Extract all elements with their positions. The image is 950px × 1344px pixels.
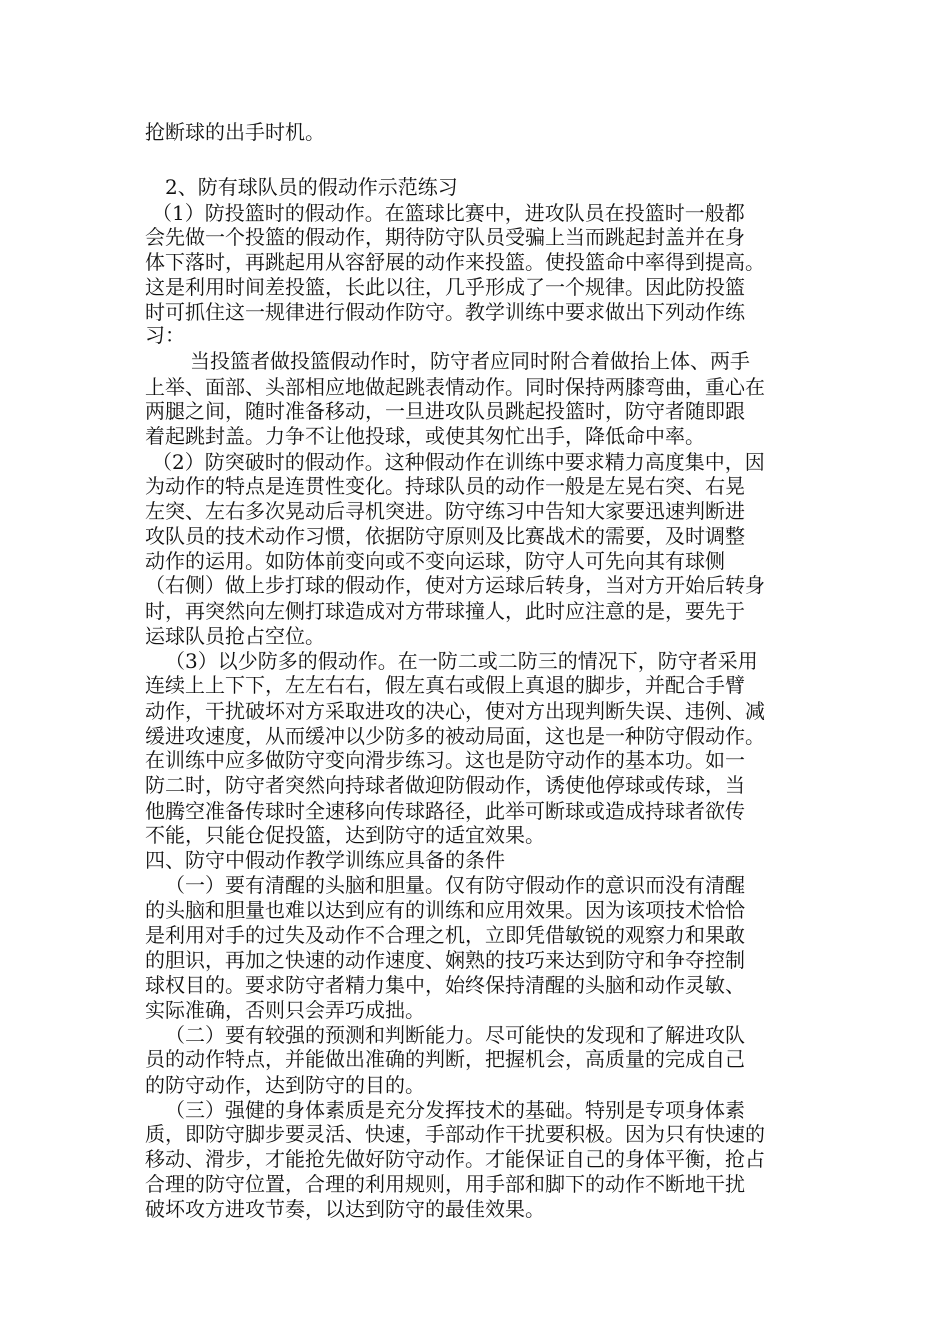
text-line: 质，即防守脚步要灵活、快速，手部动作干扰要积极。因为只有快速的: [145, 1122, 765, 1146]
text-line: 上举、面部、头部相应地做起跳表情动作。同时保持两膝弯曲，重心在: [145, 375, 765, 399]
text-line: 在训练中应多做防守变向滑步练习。这也是防守动作的基本功。如一: [145, 748, 745, 772]
text-line: 习：: [145, 323, 185, 347]
text-line: 当投篮者做投篮假动作时，防守者应同时附合着做抬上体、两手: [190, 349, 750, 373]
text-line: 连续上上下下，左左右右，假左真右或假上真退的脚步，并配合手臂: [145, 673, 745, 697]
text-line: 是利用对手的过失及动作不合理之机，立即凭借敏锐的观察力和果敢: [145, 923, 745, 947]
text-line: 的胆识，再加之快速的动作速度、娴熟的技巧来达到防守和争夺控制: [145, 948, 745, 972]
text-line: 抢断球的出手时机。: [145, 120, 325, 144]
text-line: 不能，只能仓促投篮，达到防守的适宜效果。: [145, 823, 545, 847]
text-line: （3）以少防多的假动作。在一防二或二防三的情况下，防守者采用: [165, 649, 758, 673]
text-line: 球权目的。要求防守者精力集中，始终保持清醒的头脑和动作灵敏、: [145, 973, 745, 997]
text-line: 防二时，防守者突然向持球者做迎防假动作，诱使他停球或传球，当: [145, 773, 745, 797]
text-line: 合理的防守位置，合理的利用规则，用手部和脚下的动作不断地干扰: [145, 1172, 745, 1196]
text-line: 会先做一个投篮的假动作，期待防守队员受骗上当而跳起封盖并在身: [145, 225, 745, 249]
text-line: 员的动作特点，并能做出准确的判断，把握机会，高质量的完成自己: [145, 1047, 745, 1071]
section-heading: 四、防守中假动作教学训练应具备的条件: [145, 848, 505, 872]
text-line: 两腿之间，随时准备移动，一旦进攻队员跳起投篮时，防守者随即跟: [145, 399, 745, 423]
text-line: 攻队员的技术动作习惯，依据防守原则及比赛战术的需要，及时调整: [145, 524, 745, 548]
text-line: （一）要有清醒的头脑和胆量。仅有防守假动作的意识而没有清醒: [165, 873, 745, 897]
text-line: （2）防突破时的假动作。这种假动作在训练中要求精力高度集中，因: [152, 450, 765, 474]
text-line: 的头脑和胆量也难以达到应有的训练和应用效果。因为该项技术恰恰: [145, 898, 745, 922]
text-line: （1）防投篮时的假动作。在篮球比赛中，进攻队员在投篮时一般都: [152, 201, 745, 225]
text-line: 动作，干扰破坏对方采取进攻的决心，使对方出现判断失误、违例、减: [145, 699, 765, 723]
text-line: （二）要有较强的预测和判断能力。尽可能快的发现和了解进攻队: [165, 1023, 745, 1047]
text-line: 时可抓住这一规律进行假动作防守。教学训练中要求做出下列动作练: [145, 300, 745, 324]
text-line: 缓进攻速度，从而缓冲以少防多的被动局面，这也是一种防守假动作。: [145, 724, 765, 748]
text-line: 实际准确，否则只会弄巧成拙。: [145, 998, 425, 1022]
text-line: 体下落时，再跳起用从容舒展的动作来投篮。使投篮命中率得到提高。: [145, 250, 765, 274]
text-line: 动作的运用。如防体前变向或不变向运球，防守人可先向其有球侧: [145, 549, 725, 573]
text-line: 这是利用时间差投篮，长此以往，几乎形成了一个规律。因此防投篮: [145, 275, 745, 299]
text-line: 他腾空准备传球时全速移向传球路径，此举可断球或造成持球者欲传: [145, 799, 745, 823]
section-heading: 2、防有球队员的假动作示范练习: [165, 175, 458, 199]
text-line: 时，再突然向左侧打球造成对方带球撞人，此时应注意的是，要先于: [145, 599, 745, 623]
text-line: 破坏攻方进攻节奏，以达到防守的最佳效果。: [145, 1197, 545, 1221]
text-line: 运球队员抢占空位。: [145, 624, 325, 648]
text-line: 的防守动作，达到防守的目的。: [145, 1073, 425, 1097]
text-line: 左突、左右多次晃动后寻机突进。防守练习中告知大家要迅速判断进: [145, 499, 745, 523]
text-line: （三）强健的身体素质是充分发挥技术的基础。特别是专项身体素: [165, 1098, 745, 1122]
text-line: 为动作的特点是连贯性变化。持球队员的动作一般是左晃右突、右晃: [145, 474, 745, 498]
text-line: 移动、滑步，才能抢先做好防守动作。才能保证自己的身体平衡，抢占: [145, 1147, 765, 1171]
text-line: 着起跳封盖。力争不让他投球，或使其匆忙出手，降低命中率。: [145, 424, 705, 448]
text-line: （右侧）做上步打球的假动作，使对方运球后转身，当对方开始后转身: [145, 573, 765, 597]
